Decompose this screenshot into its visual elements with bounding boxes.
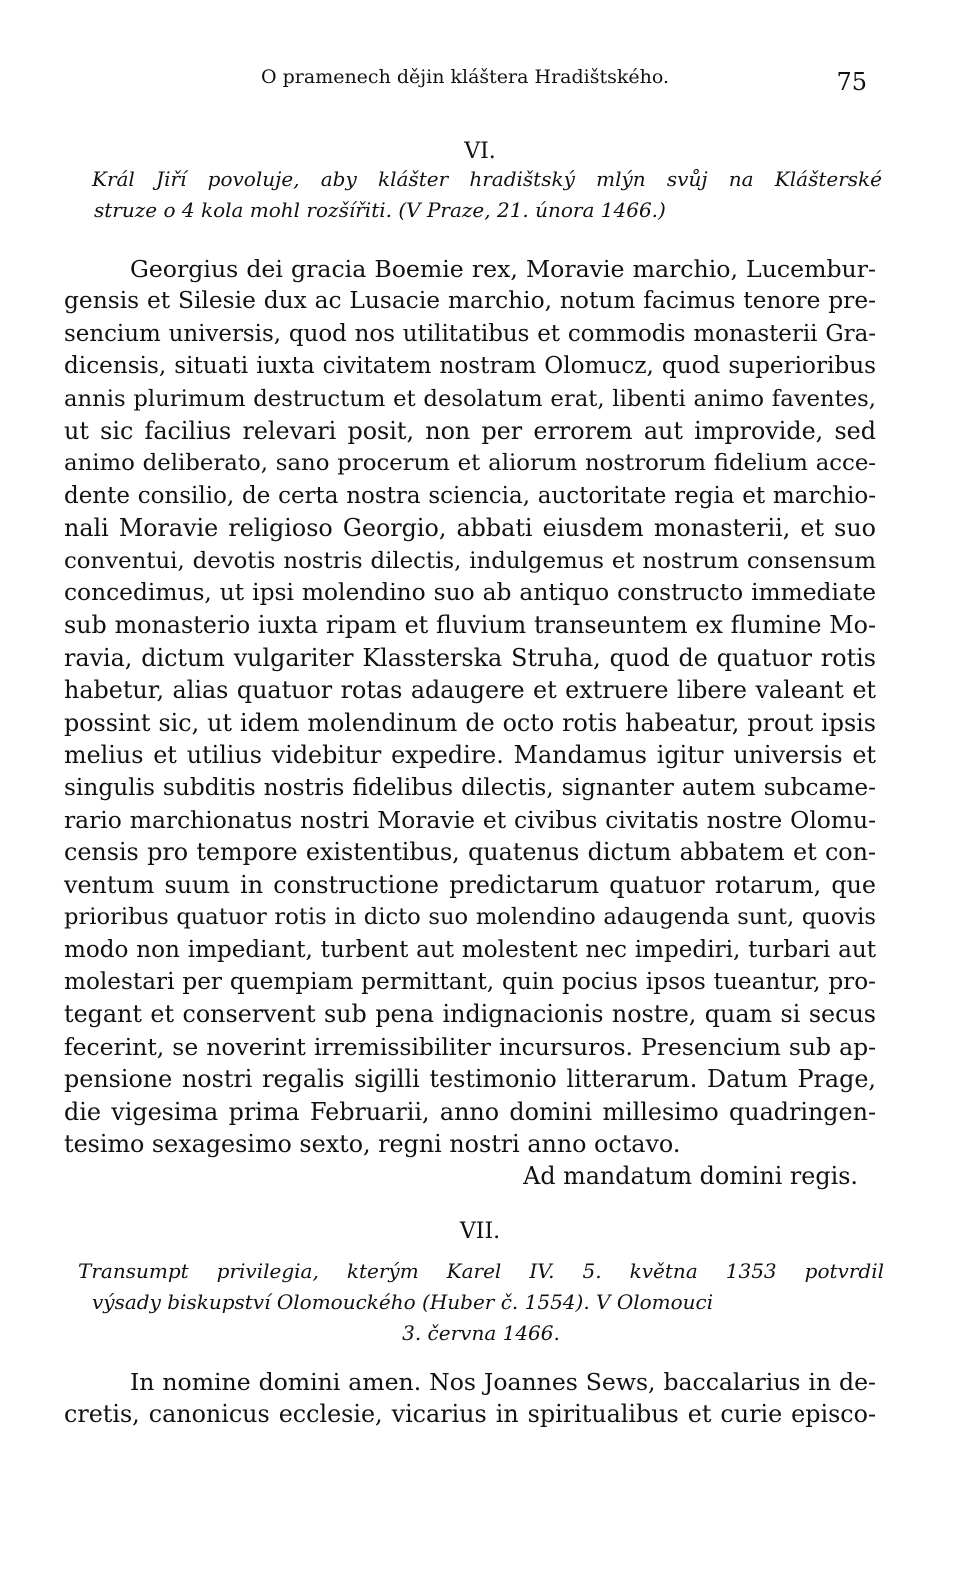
section-vii-caption (78, 1256, 884, 1349)
text-line: tesimo sexagesimo sexto, regni nostri anno octavo. (64, 1129, 681, 1158)
section-number-vi: VI. (464, 139, 496, 164)
section-vii-text (64, 1366, 876, 1431)
text-line: tegant et conservent sub pena indignacionis nostre, quam si secus (64, 1000, 876, 1029)
text-line: dente consilio, de certa nostra sciencia, auctoritate regia et marchio- (64, 482, 876, 509)
caption-line: Král Jiří povoluje, aby klášter hradištský mlýn svůj na Klášterské (92, 167, 882, 191)
text-line: rario marchionatus nostri Moravie et civibus civitatis nostre Olomu- (64, 805, 876, 834)
text-line: dicensis, situati iuxta civitatem nostram Olomucz, quod superioribus (64, 353, 876, 380)
text-line: melius et utilius videbitur expedire. Mandamus igitur universis et (64, 741, 876, 770)
text-line: die vigesima prima Februarii, anno domini millesimo quadringen- (64, 1097, 876, 1126)
text-line: molestari per quempiam permittant, quin pocius ipsos tueantur, pro- (64, 968, 876, 995)
text-line: animo deliberato, sano procerum et aliorum nostrorum fidelium acce- (64, 450, 876, 477)
text-line: possint sic, ut idem molendinum de octo rotis habeatur, prout ipsis (64, 708, 876, 737)
text-line: sub monasterio iuxta ripam et fluvium transeuntem ex flumine Mo- (64, 611, 876, 640)
text-line: concedimus, ut ipsi molendino suo ab antiquo constructo immediate (64, 579, 876, 607)
text-line: gensis et Silesie dux ac Lusacie marchio, notum facimus tenore pre- (64, 287, 876, 315)
text-line: ravia, dictum vulgariter Klassterska Struha, quod de quatuor rotis (64, 643, 876, 672)
text-line: In nomine domini amen. Nos Joannes Sews, baccalarius in de- (130, 1368, 876, 1396)
text-line: Georgius dei gracia Boemie rex, Moravie marchio, Lucembur- (130, 255, 876, 283)
caption-line: výsady biskupství Olomouckého (Huber č. 1554). V Olomouci (92, 1290, 714, 1314)
section-vi-text (64, 253, 876, 1193)
text-line: singulis subditis nostris fidelibus dilectis, signanter autem subcame- (64, 773, 876, 801)
running-title: O pramenech dějin kláštera Hradištského. (261, 66, 669, 88)
subscription-line: Ad mandatum domini regis. (523, 1162, 858, 1191)
caption-line: struze o 4 kola mohl rozšířiti. (V Praze, 21. února 1466.) (94, 198, 666, 222)
text-line: sencium universis, quod nos utilitatibus et commodis monasterii Gra- (64, 320, 876, 347)
text-line: prioribus quatuor rotis in dicto suo molendino adaugenda sunt, quovis (64, 904, 876, 931)
caption-line: 3. června 1466. (402, 1321, 560, 1345)
text-line: modo non impediant, turbent aut molestent nec impediri, turbari aut (64, 936, 876, 963)
text-line: habetur, alias quatuor rotas adaugere et extruere libere valeant et (64, 676, 876, 705)
page-number: 75 (836, 68, 867, 96)
section-vi-caption (92, 164, 882, 226)
text-line: nali Moravie religioso Georgio, abbati eiusdem monasterii, et suo (64, 514, 876, 543)
text-line: cretis, canonicus ecclesie, vicarius in spiritualibus et curie episco- (64, 1400, 876, 1429)
text-line: pensione nostri regalis sigilli testimonio litterarum. Datum Prage, (64, 1065, 876, 1094)
section-number-vii: VII. (459, 1219, 501, 1244)
text-line: conventui, devotis nostris dilectis, indulgemus et nostrum consensum (64, 547, 876, 574)
text-line: censis pro tempore existentibus, quatenus dictum abbatem et con- (64, 838, 876, 867)
text-line: annis plurimum destructum et desolatum erat, libenti animo faventes, (64, 385, 876, 412)
text-line: fecerint, se noverint irremissibiliter incursuros. Presencium sub ap- (64, 1032, 876, 1061)
text-line: ut sic facilius relevari posit, non per errorem aut improvide, sed (64, 417, 876, 446)
caption-line: Transumpt privilegia, kterým Karel IV. 5. května 1353 potvrdil (78, 1259, 884, 1283)
text-line: ventum suum in constructione predictarum quatuor rotarum, que (64, 870, 876, 899)
